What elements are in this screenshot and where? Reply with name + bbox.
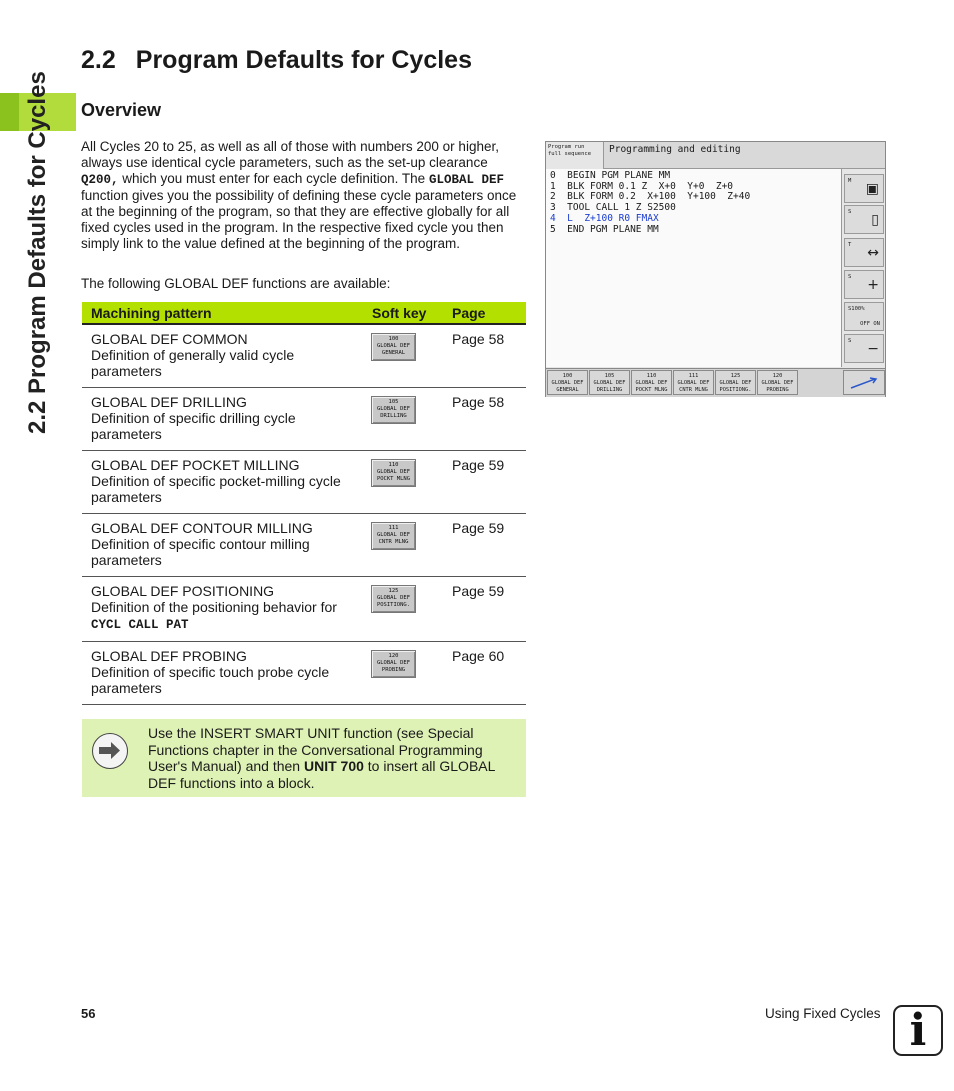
section-number: 2.2 [81, 46, 116, 74]
code-cycl-call-pat: CYCL CALL PAT [91, 618, 189, 632]
softkey-global-def-contour-milling: 111 GLOBAL DEF CNTR MLNG [371, 522, 416, 550]
col-machining-pattern: Machining pattern [82, 302, 363, 324]
program-line: 0 BEGIN PGM PLANE MM [550, 170, 671, 181]
col-soft-key: Soft key [363, 302, 443, 324]
function-description: Definition of the positioning behavior for [91, 599, 337, 615]
cnc-vkey-override[interactable]: S100% OFF ON [844, 302, 884, 331]
cnc-softkey-drilling[interactable]: 105 GLOBAL DEF DRILLING [589, 370, 630, 395]
cnc-softkey-contour-milling[interactable]: 111 GLOBAL DEF CNTR MLNG [673, 370, 714, 395]
global-def-table [82, 302, 526, 705]
program-line: 3 TOOL CALL 1 Z S2500 [550, 202, 676, 214]
note-bold-unit: UNIT 700 [303, 758, 364, 774]
cnc-vkey-s[interactable]: S ▯ [844, 205, 884, 234]
table-row [82, 451, 526, 514]
table-row [82, 577, 526, 642]
intro-paragraph: All Cycles 20 to 25, as well as all of those with numbers 200 or higher, always use identical cycle parameters, such as the set-up clearance Q200, which you must enter for each cycle definition. The GLOBAL DEF function gives you the possibility of defining these cycle parameters once at the beginning of the program, so that they are effective globally for all fixed cycles used in the program. In the respective fixed cycle you then simply link to the value defined at the beginning of the program. [81, 139, 517, 251]
available-functions-text: The following GLOBAL DEF functions are available: [81, 276, 391, 291]
chapter-name: Using Fixed Cycles [765, 1006, 881, 1021]
cnc-softkey-general[interactable]: 100 GLOBAL DEF GENERAL [547, 370, 588, 395]
note-text: Use the INSERT SMART UNIT function (see Special Functions chapter in the Conversational Programming User's Manual) and then UNIT 700 to insert all GLOBAL DEF functions into a block. [148, 725, 495, 791]
function-name: GLOBAL DEF POSITIONING [91, 583, 275, 599]
cnc-softkey-positioning[interactable]: 125 GLOBAL DEF POSITIONG. [715, 370, 756, 395]
function-name: GLOBAL DEF DRILLING [91, 394, 247, 410]
cnc-vkey-t[interactable]: T ↔ [844, 238, 884, 267]
table-header-row [82, 302, 526, 324]
program-line: 2 BLK FORM 0.2 X+100 Y+100 Z+40 [550, 191, 751, 203]
cnc-vkey-m[interactable]: M ▣ [844, 174, 884, 203]
page-title [81, 46, 472, 75]
page-reference: Page 59 [443, 514, 526, 577]
code-q200: Q200, [81, 173, 119, 187]
softkey-global-def-positioning: 125 GLOBAL DEF POSITIONG. [371, 585, 416, 613]
softkey-global-def-drilling: 105 GLOBAL DEF DRILLING [371, 396, 416, 424]
function-description: Definition of generally valid cycle parameters [91, 347, 295, 379]
function-description: Definition of specific drilling cycle parameters [91, 410, 296, 442]
cnc-softkey-pocket-milling[interactable]: 110 GLOBAL DEF POCKT MLNG [631, 370, 672, 395]
info-icon: i [893, 1005, 943, 1056]
page-reference: Page 58 [443, 324, 526, 388]
function-description: Definition of specific pocket-milling cycle parameters [91, 473, 341, 505]
table-row [82, 642, 526, 705]
function-description: Definition of specific touch probe cycle parameters [91, 664, 330, 696]
page-reference: Page 60 [443, 642, 526, 705]
program-line: 5 END PGM PLANE MM [550, 223, 659, 235]
function-name: GLOBAL DEF COMMON [91, 331, 248, 347]
cnc-header: Programming and editing [604, 142, 885, 169]
side-tab-marker-strip [0, 93, 19, 131]
cnc-vkey-spindle-plus[interactable]: S + [844, 270, 884, 299]
cnc-program-listing [546, 169, 842, 367]
table-row [82, 388, 526, 451]
page-number: 56 [81, 1006, 96, 1021]
subsection-title: Overview [81, 100, 162, 120]
table-row [82, 514, 526, 577]
program-line-active: 4 L Z+100 R0 FMAX [550, 212, 659, 224]
arrow-right-icon [92, 733, 128, 769]
cnc-mode-indicator: Program run full sequence [546, 142, 604, 169]
softkey-global-def-general: 100 GLOBAL DEF GENERAL [371, 333, 416, 361]
code-global-def: GLOBAL DEF [428, 173, 504, 187]
page-reference: Page 58 [443, 388, 526, 451]
function-name: GLOBAL DEF CONTOUR MILLING [91, 520, 313, 536]
softkey-global-def-pocket-milling: 110 GLOBAL DEF POCKT MLNG [371, 459, 416, 487]
function-name: GLOBAL DEF POCKET MILLING [91, 457, 300, 473]
cnc-vkey-spindle-minus[interactable]: S − [844, 334, 884, 363]
softkey-global-def-probing: 120 GLOBAL DEF PROBING [371, 650, 416, 678]
col-page: Page [443, 302, 526, 324]
side-tab-title: 2.2 Program Defaults for Cycles [24, 71, 51, 434]
cnc-softkey-probing[interactable]: 120 GLOBAL DEF PROBING [757, 370, 798, 395]
page-reference: Page 59 [443, 451, 526, 514]
function-name: GLOBAL DEF PROBING [91, 648, 247, 664]
cnc-softkey-next-arrow-icon[interactable] [843, 370, 885, 395]
table-row [82, 324, 526, 388]
section-heading: Program Defaults for Cycles [135, 46, 472, 74]
function-description: Definition of specific contour milling parameters [91, 536, 310, 568]
program-line: 1 BLK FORM 0.1 Z X+0 Y+0 Z+0 [550, 180, 734, 192]
page-reference: Page 59 [443, 577, 526, 642]
